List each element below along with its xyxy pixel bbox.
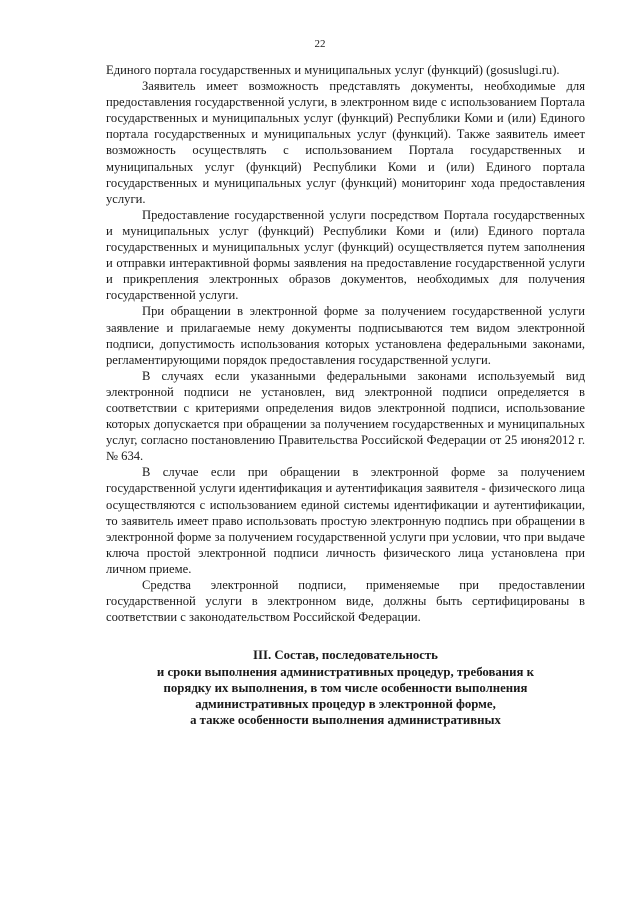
section-heading-line: порядку их выполнения, в том числе особенности выполнения — [163, 680, 528, 695]
paragraph-continuation: Единого портала государственных и муниципальных услуг (функций) (gosuslugi.ru). — [106, 63, 560, 77]
paragraph-signature-certification: Средства электронной подписи, применяемые при предоставлении государственной услуги в электронном виде, должны быть сертифицированы в соответствии с законодательством Российской Федерации. — [106, 578, 585, 625]
section-heading-line: III. Состав, последовательность — [253, 648, 438, 663]
section-heading-line: административных процедур в электронной форме, — [195, 697, 496, 712]
page-number: 22 — [314, 38, 326, 50]
paragraph-signature-type: В случаях если указанными федеральными законами используемый вид электронной подписи не установлен, вид электронной подписи определяется в соответствии с критериями определения видов электронной подписи, использование которых допускается при обращении за получением государственных и муниципальных услуг, согласно постановлению Правительства Российской Федерации от 25 июня2012 г. № 634. — [106, 368, 585, 464]
section-spacer — [106, 625, 585, 647]
paragraph-identification: В случае если при обращении в электронной форме за получением государственной услуги идентификация и аутентификация заявителя - физического лица осуществляются с использованием единой системы идентификации и аутентификации, то заявитель имеет право использовать простую электронную подпись при обращении в электронной форме за получением государственной услуги при условии, что при выдаче ключа простой электронной подписи личность физического лица установлена при личном приеме. — [106, 465, 585, 576]
paragraph-electronic-submission: Заявитель имеет возможность представлять документы, необходимые для предоставления государственной услуги, в электронном виде с использованием Портала государственных и муниципальных услуг (функций) Республики Коми и (или) Единого портала государственных и муниципальных услуг (функций). Также заявитель имеет возможность осуществлять с использованием Портала государственных и муниципальных услуг (функций) Республики Коми и (или) Единого портала государственных и муниципальных услуг (функций) мониторинг хода предоставления услуги. — [106, 79, 585, 206]
page-content — [106, 62, 585, 729]
section-heading-line: и сроки выполнения административных процедур, требования к — [156, 664, 535, 679]
section-heading — [106, 647, 585, 728]
paragraph-electronic-signature: При обращении в электронной форме за получением государственной услуги заявление и прилагаемые нему документы подписываются тем видом электронной подписи, допустимость использования которых установлена федеральными законами, регламентирующими порядок предоставления государственной услуги. — [106, 304, 585, 367]
paragraph-portal-provision: Предоставление государственной услуги посредством Портала государственных и муниципальных услуг (функций) Республики Коми и (или) Единого портала государственных и муниципальных услуг (функций) осуществляется путем заполнения и отправки интерактивной формы заявления на предоставление государственной услуги и прикрепления электронных образов документов, необходимых для получения государственной услуги. — [106, 207, 585, 303]
section-heading-line: а также особенности выполнения административных — [190, 713, 501, 728]
